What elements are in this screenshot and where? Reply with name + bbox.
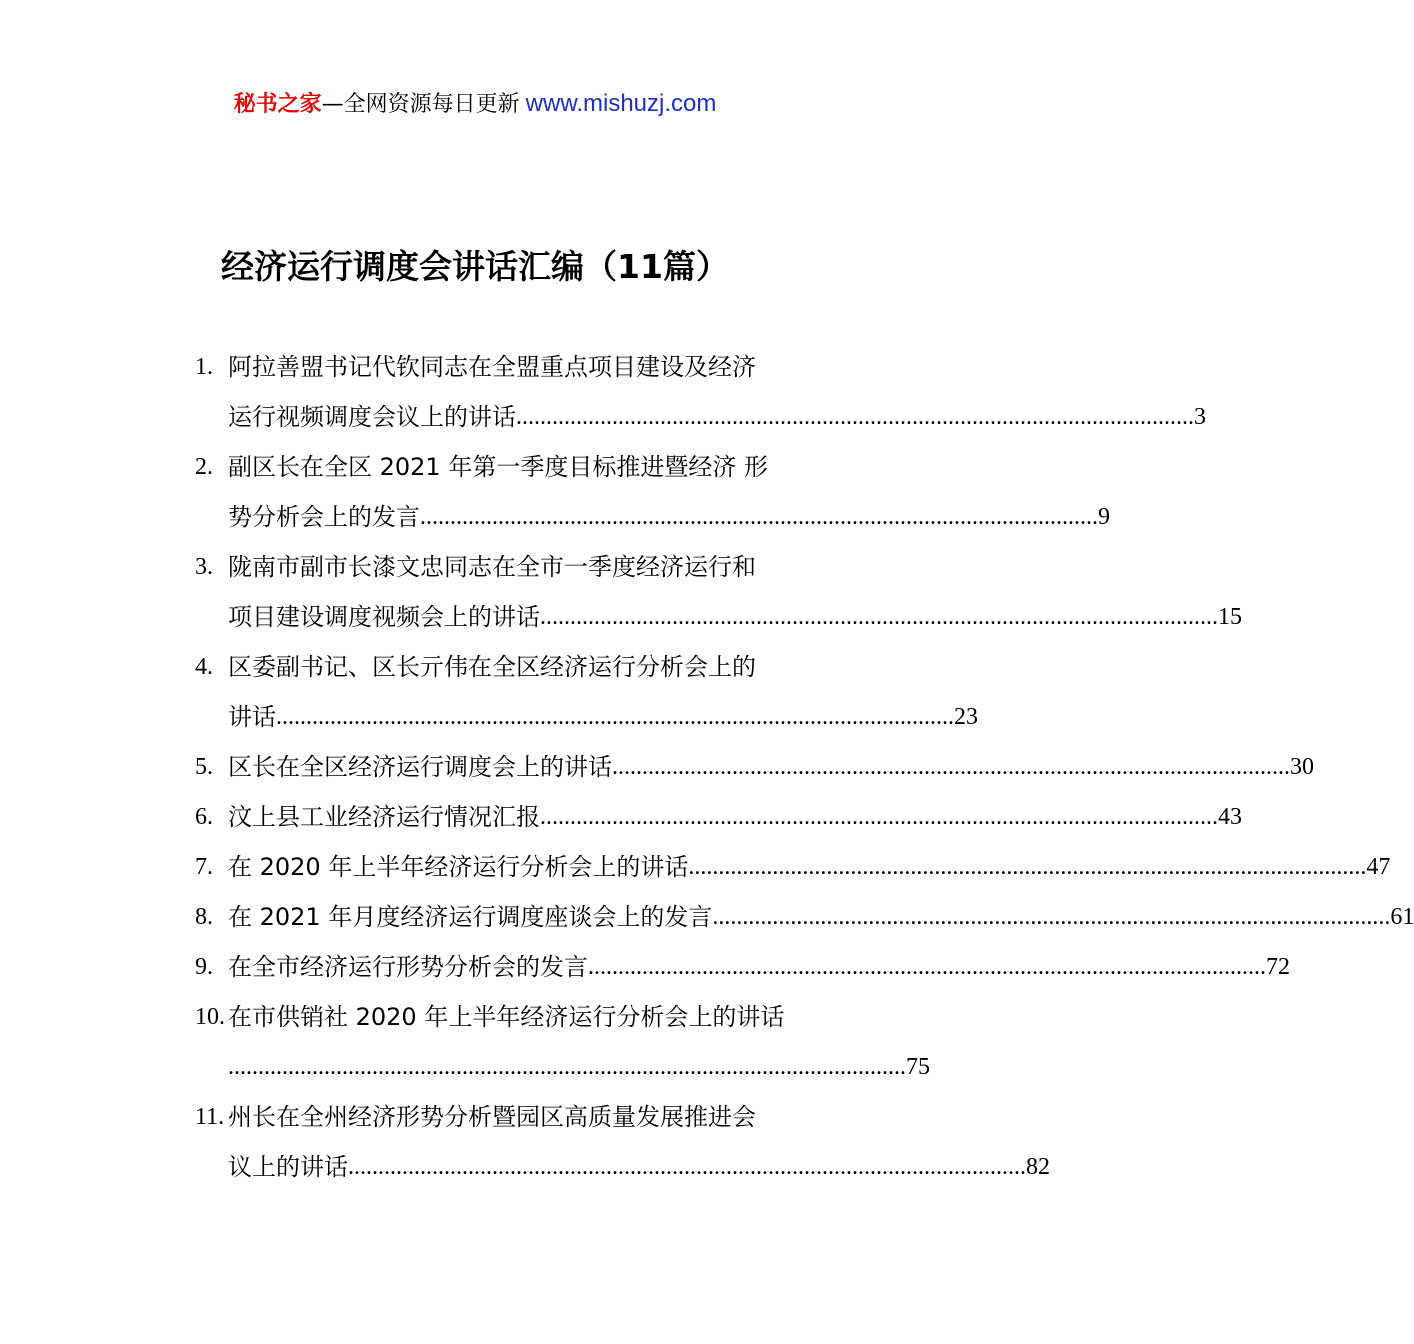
site-header [0, 88, 950, 121]
toc-item-number: 5. [195, 754, 213, 780]
toc-item-8[interactable] [0, 892, 1414, 942]
toc-item-5[interactable] [0, 742, 1314, 792]
toc-item-4-line-1[interactable] [0, 642, 950, 692]
toc-item-title: 在市供销社 2020 年上半年经济运行分析会上的讲话 [228, 1003, 785, 1031]
toc-page-number: 61 [1390, 904, 1414, 930]
toc-item-title: 区长在全区经济运行调度会上的讲话 [228, 753, 612, 781]
toc-item-number: 7. [195, 854, 213, 880]
toc-item-title: 副区长在全区 2021 年第一季度目标推进暨经济 形 [228, 453, 768, 481]
toc-item-10-line-1[interactable] [0, 992, 950, 1042]
toc-item-3-line-2[interactable] [0, 592, 1242, 642]
toc-item-title: 区委副书记、区长亓伟在全区经济运行分析会上的 [228, 653, 756, 681]
toc-item-title: 在 2020 年上半年经济运行分析会上的讲话 [228, 853, 689, 881]
toc-item-1-line-1[interactable] [0, 342, 950, 392]
toc-page-number: 72 [1266, 954, 1290, 980]
toc-item-9[interactable] [0, 942, 1290, 992]
brand-name: 秘书之家 [233, 92, 322, 117]
toc-item-number: 11. [195, 1104, 225, 1130]
toc-item-title: 在全市经济运行形势分析会的发言 [228, 953, 588, 981]
toc-item-11-line-1[interactable] [0, 1092, 950, 1142]
toc-dot-leader: ................................................................................................................. [588, 954, 1266, 980]
toc-item-title-cont: 讲话 [228, 703, 276, 731]
toc-page-number: 43 [1218, 804, 1242, 830]
toc-dot-leader: ................................................................................................................. [712, 904, 1391, 930]
toc-item-number: 9. [195, 954, 213, 980]
toc-dot-leader: ................................................................................................................. [228, 1054, 906, 1080]
toc-page-number: 75 [906, 1054, 930, 1080]
toc-item-title-cont: 运行视频调度会议上的讲话 [228, 403, 516, 431]
toc-page-number: 30 [1290, 754, 1314, 780]
toc-page-number: 9 [1098, 504, 1110, 530]
toc-item-2-line-1[interactable] [0, 442, 950, 492]
toc-item-title: 阿拉善盟书记代钦同志在全盟重点项目建设及经济 [228, 353, 756, 381]
toc-item-6[interactable] [0, 792, 1242, 842]
toc-item-10-line-2[interactable] [0, 1042, 950, 1092]
toc-item-title: 陇南市副市长漆文忠同志在全市一季度经济运行和 [228, 553, 756, 581]
toc-item-number: 2. [195, 454, 213, 480]
toc-dot-leader: ................................................................................................................. [688, 854, 1367, 880]
toc-item-3-line-1[interactable] [0, 542, 950, 592]
toc-item-1-line-2[interactable] [0, 392, 1206, 442]
toc-dot-leader: ................................................................................................................. [420, 504, 1098, 530]
toc-item-number: 4. [195, 654, 213, 680]
toc-dot-leader: ................................................................................................................. [612, 754, 1290, 780]
toc-item-2-line-2[interactable] [0, 492, 1110, 542]
toc-dot-leader: ................................................................................................................. [276, 704, 954, 730]
toc-item-number: 6. [195, 804, 213, 830]
toc-item-title-cont: 势分析会上的发言 [228, 503, 420, 531]
toc-item-number: 1. [195, 354, 213, 380]
toc-page-number: 3 [1194, 404, 1206, 430]
document-title: 经济运行调度会讲话汇编（11篇） [221, 247, 729, 286]
site-url-link[interactable]: www.mishuzj.com [525, 90, 717, 117]
toc-page-number: 47 [1366, 854, 1391, 880]
toc-item-number: 10. [195, 1004, 225, 1030]
toc-item-4-line-2[interactable] [0, 692, 978, 742]
toc-dot-leader: ................................................................................................................. [540, 804, 1218, 830]
toc-item-7[interactable] [0, 842, 1391, 892]
toc-page-number: 82 [1026, 1154, 1050, 1180]
toc-item-number: 3. [195, 554, 213, 580]
toc-page-number: 23 [954, 704, 978, 730]
header-tagline: 全网资源每日更新 [343, 92, 520, 117]
toc-dot-leader: ................................................................................................................. [540, 604, 1218, 630]
toc-dot-leader: ................................................................................................................. [348, 1154, 1026, 1180]
toc-page-number: 15 [1218, 604, 1242, 630]
table-of-contents [0, 342, 1414, 1192]
toc-dot-leader: ................................................................................................................. [516, 404, 1194, 430]
toc-item-title: 州长在全州经济形势分析暨园区高质量发展推进会 [228, 1103, 756, 1131]
toc-item-title-cont: 项目建设调度视频会上的讲话 [228, 603, 540, 631]
toc-item-11-line-2[interactable] [0, 1142, 1050, 1192]
toc-item-title: 汶上县工业经济运行情况汇报 [228, 803, 540, 831]
toc-item-title-cont: 议上的讲话 [228, 1153, 348, 1181]
toc-item-title: 在 2021 年月度经济运行调度座谈会上的发言 [228, 903, 713, 931]
toc-item-number: 8. [195, 904, 213, 930]
header-dash: — [321, 92, 344, 117]
